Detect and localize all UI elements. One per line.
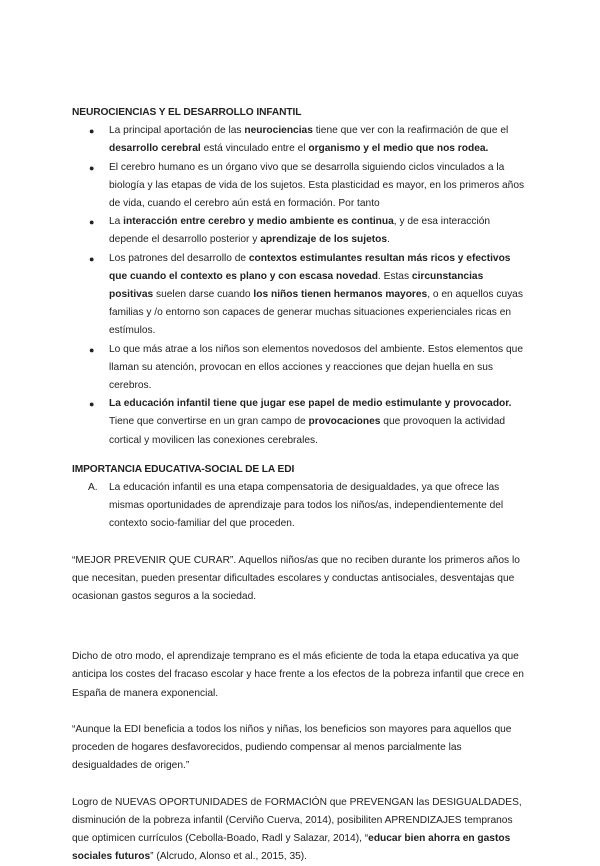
paragraph-logro [72, 794, 528, 866]
text-run: , o en aquellos cuyas familias y /o entorno son capaces de generar muchas situaciones experienciales ricas en estímulos. [109, 289, 523, 336]
bold-run: circunstancias positivas [109, 271, 483, 300]
bullet-icon: ● [89, 341, 94, 359]
bullet-icon: ● [89, 159, 94, 177]
text-run: tiene que ver con la reafirmación de que el [313, 125, 508, 136]
neurociencias-bullet-list [72, 122, 528, 450]
bullet-icon: ● [89, 250, 94, 268]
importancia-list [72, 479, 528, 534]
bullet-item [72, 341, 528, 396]
bullet-icon: ● [89, 213, 94, 231]
section-heading-neurociencias: NEUROCIENCIAS Y EL DESARROLLO INFANTIL [72, 104, 528, 122]
text-run: Logro de NUEVAS OPORTUNIDADES de FORMACIÓN que PREVENGAN las DESIGUALDADES, disminución de la pobreza infantil (Cerviño Cuerva, 2014), posibiliten APRENDIZAJES tempranos que optimicen currículos (Cebolla-Boado, Radl y Salazar, 2014), “ [72, 797, 522, 844]
bullet-item [72, 122, 528, 158]
text-run: , y de esa interacción depende el desarrollo posterior y [109, 216, 490, 245]
bullet-icon: ● [89, 122, 94, 140]
paragraph-prevenir: “MEJOR PREVENIR QUE CURAR”. Aquellos niños/as que no reciben durante los primeros años lo que necesitan, pueden presentar dificultades escolares y conductas antisociales, desventajas que ocasionan gastos seguros a la sociedad. [72, 552, 528, 607]
text-run: El cerebro humano es un órgano vivo que se desarrolla siguiendo ciclos vinculados a la biología y las etapas de vida de los sujetos. Esta plasticidad es mayor, en los primeros años de vida, cuando el cerebro aún está en formación. Por tanto [109, 162, 524, 209]
bold-run: neurociencias [244, 125, 313, 136]
bold-run: desarrollo cerebral [109, 143, 201, 154]
bold-run: aprendizaje de los sujetos [260, 234, 387, 245]
text-run: suelen darse cuando [153, 289, 253, 300]
text-run: La [109, 216, 123, 227]
bullet-item [72, 250, 528, 341]
text-run: . [387, 234, 390, 245]
text-run: está vinculado entre el [201, 143, 309, 154]
text-run: Lo que más atrae a los niños son elementos novedosos del ambiente. Estos elementos que llaman su atención, provocan en ellos acciones y reacciones que dejan huella en sus cerebros. [109, 344, 523, 391]
bullet-icon: ● [89, 395, 94, 413]
bold-run: contextos estimulantes resultan más ricos y efectivos que cuando el contexto es plano y con escasa novedad [109, 253, 510, 282]
list-item [72, 479, 528, 534]
bold-run: La educación infantil tiene que jugar ese papel de medio estimulante y provocador. [109, 398, 512, 409]
bold-run: provocaciones [309, 416, 381, 427]
text-run: Los patrones del desarrollo de [109, 253, 249, 264]
text-run: que provoquen la actividad cortical y movilicen las conexiones cerebrales. [109, 416, 505, 445]
bullet-item [72, 159, 528, 214]
paragraph-quote-edi: “Aunque la EDI beneficia a todos los niños y niñas, los beneficios son mayores para aquellos que proceden de hogares desfavorecidos, pudiendo compensar al menos parcialmente las desigualdades de origen.” [72, 721, 528, 776]
bold-run: los niños tienen hermanos mayores [253, 289, 427, 300]
text-run: La educación infantil es una etapa compensatoria de desigualdades, ya que ofrece las mismas oportunidades de aprendizaje para todos los niños/as, independientemente del contexto socio-familiar del que proceden. [109, 482, 503, 529]
text-run: La principal aportación de las [109, 125, 244, 136]
text-run: Tiene que convertirse en un gran campo de [109, 416, 309, 427]
paragraph-aprendizaje-temprano: Dicho de otro modo, el aprendizaje temprano es el más eficiente de toda la etapa educativa ya que anticipa los costes del fracaso escolar y hace frente a los efectos de la pobreza infantil que crece en España de manera exponencial. [72, 648, 528, 703]
document-body [72, 104, 528, 866]
text-run: ” (Alcrudo, Alonso et al., 2015, 35). [150, 851, 307, 862]
list-marker: A. [88, 479, 98, 497]
bullet-item [72, 395, 528, 450]
bullet-item [72, 213, 528, 249]
bold-run: interacción entre cerebro y medio ambiente es continua [123, 216, 394, 227]
text-run: . Estas [378, 271, 412, 282]
bold-run: educar bien ahorra en gastos sociales futuros [72, 833, 510, 862]
section-heading-importancia: IMPORTANCIA EDUCATIVA-SOCIAL DE LA EDI [72, 461, 528, 479]
bold-run: organismo y el medio que nos rodea. [308, 143, 488, 154]
